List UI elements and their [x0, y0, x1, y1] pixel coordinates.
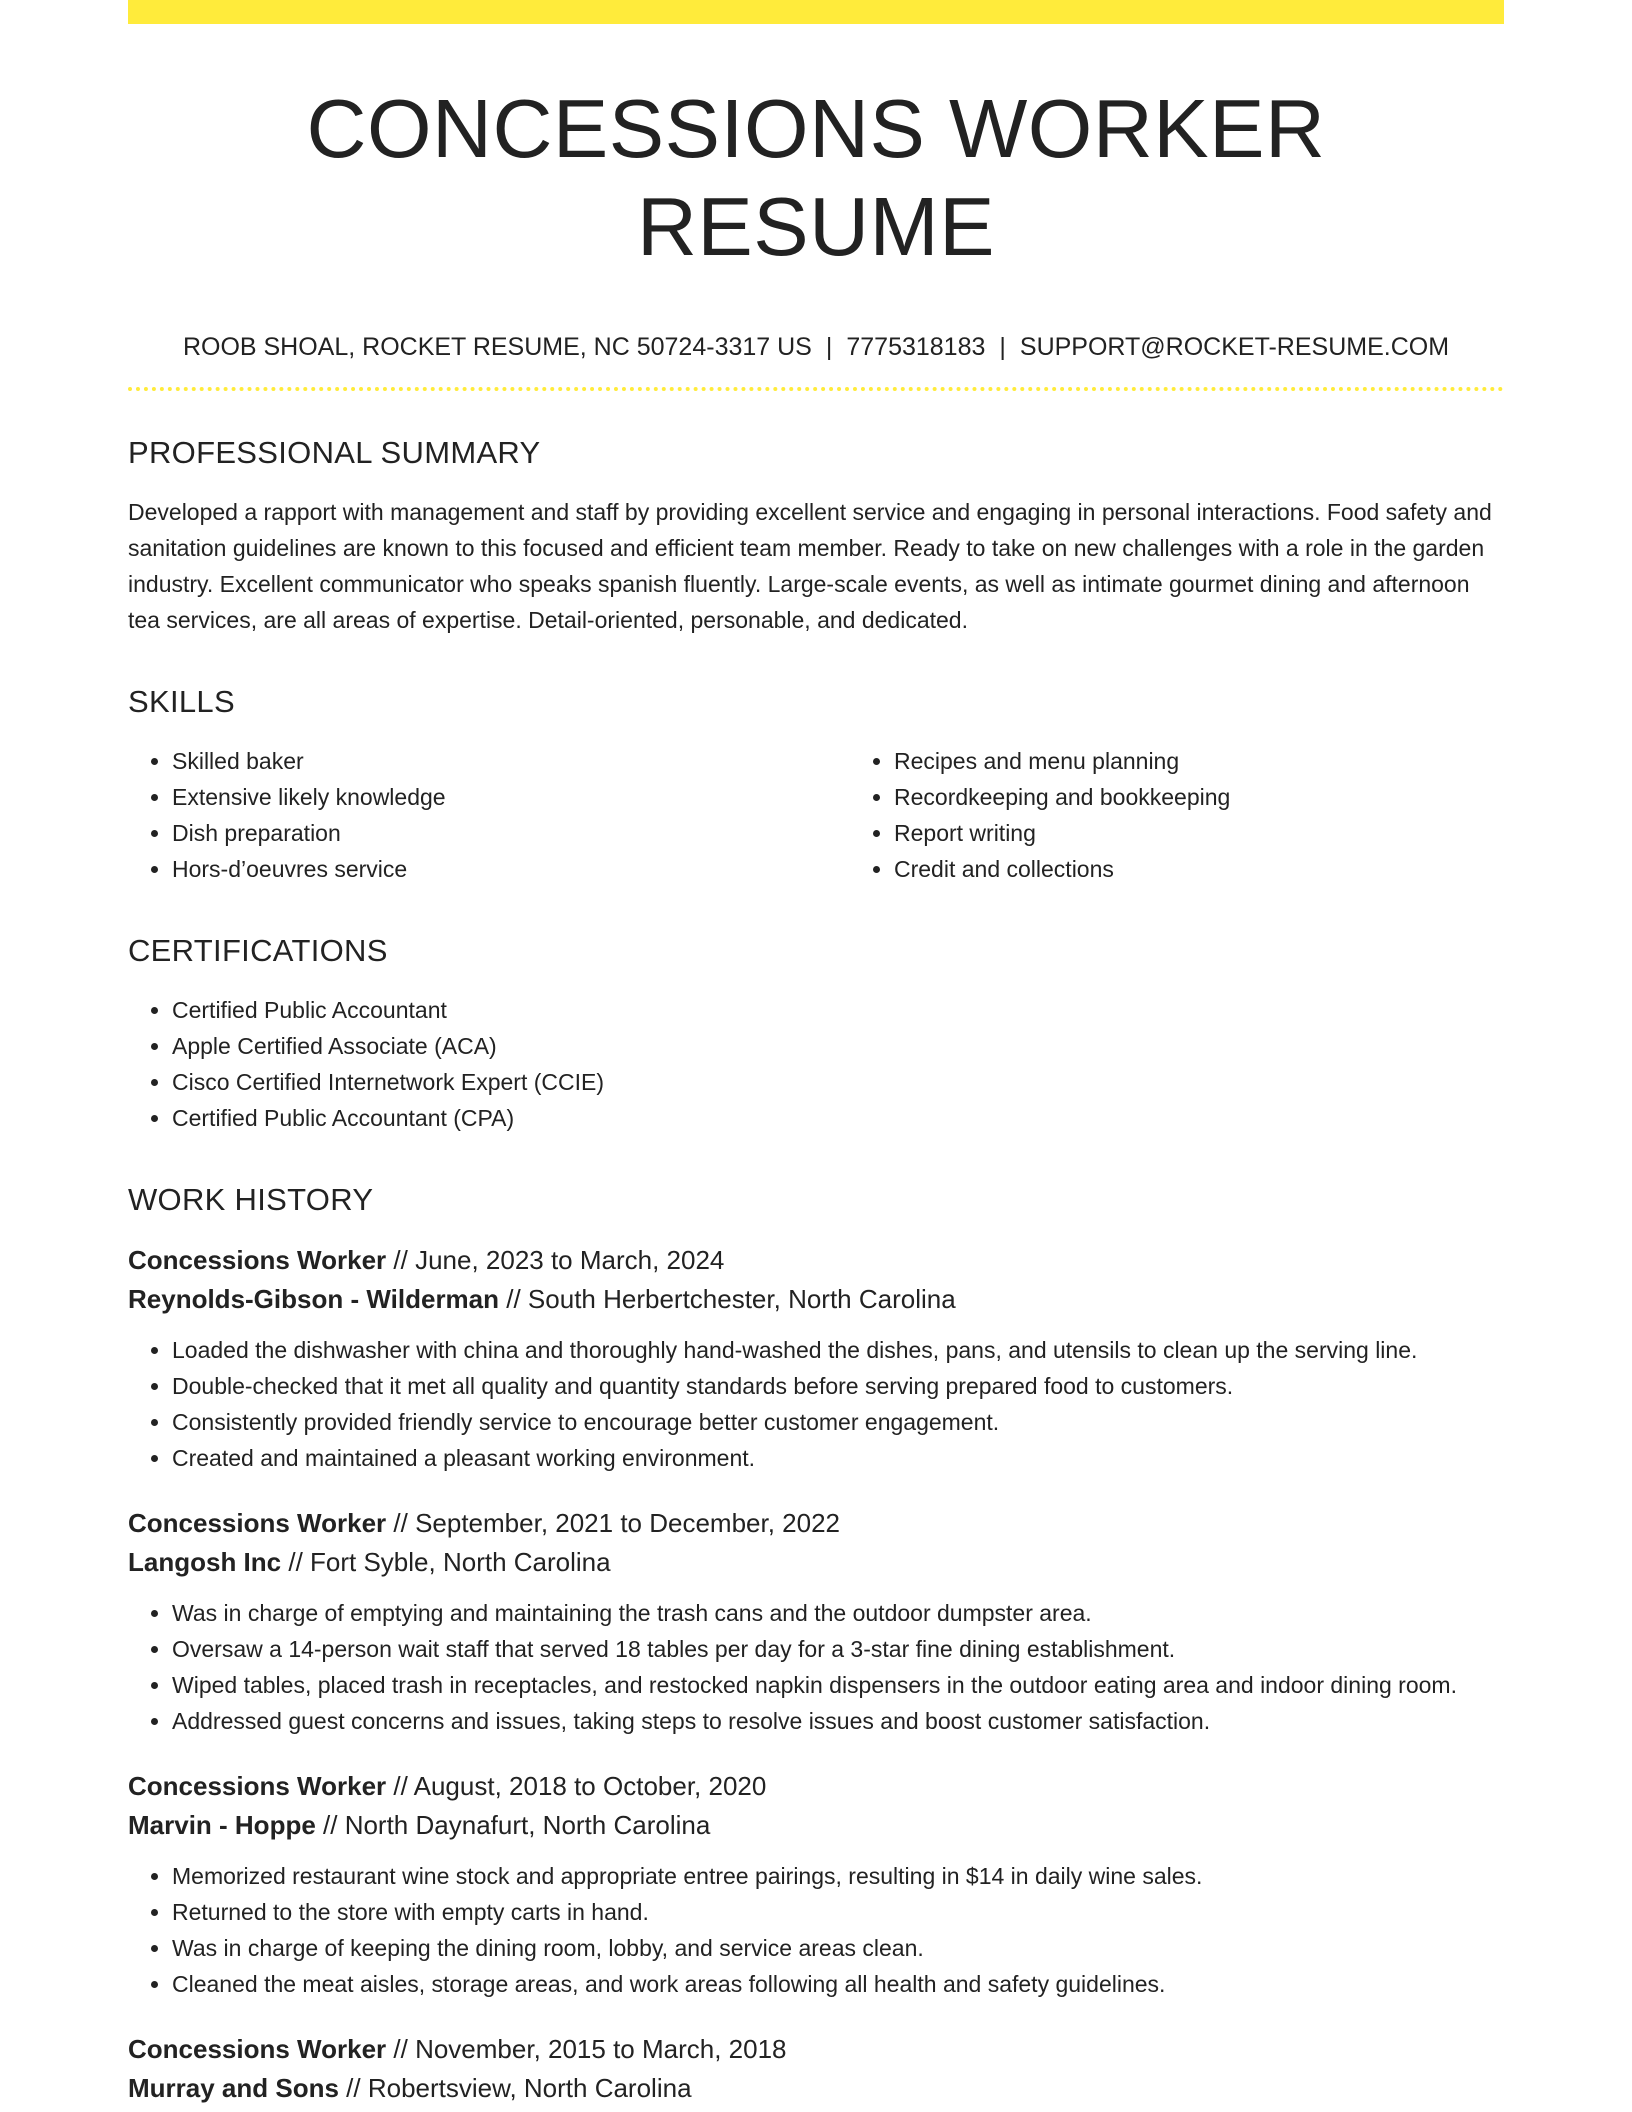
- job-dates: // August, 2018 to October, 2020: [386, 1771, 767, 1801]
- job-bullet: • Consistently provided friendly service to encourage better customer engagement.: [172, 1404, 1504, 1440]
- job-title-line: [128, 1241, 1504, 1280]
- job-bullet: • Oversaw a 14-person wait staff that served 18 tables per day for a 3-star fine dining establishment.: [172, 1631, 1504, 1667]
- contact-separator: |: [999, 333, 1006, 361]
- job-company-line: [128, 2069, 1504, 2108]
- skill-item: • Skilled baker: [172, 743, 850, 779]
- job-entry: [128, 1241, 1504, 1476]
- certifications-heading: CERTIFICATIONS: [128, 933, 388, 968]
- skill-item: • Extensive likely knowledge: [172, 779, 850, 815]
- summary-text: Developed a rapport with management and staff by providing excellent service and engaging in personal interactions. Food safety and sanitation guidelines are known to this focused and efficient team member. Ready to take on new challenges with a role in the garden industry. Excellent communicator who speaks spanish fluently. Large-scale events, as well as intimate gourmet dining and afternoon tea services, are all areas of expertise. Detail-oriented, personable, and dedicated.: [128, 499, 1492, 633]
- job-company: Langosh Inc: [128, 1547, 282, 1577]
- certification-item: • Certified Public Accountant: [172, 992, 1504, 1028]
- contact-address: ROOB SHOAL, ROCKET RESUME, NC 50724-3317 US: [182, 333, 812, 361]
- certification-item: • Certified Public Accountant (CPA): [172, 1100, 1504, 1136]
- skills-heading: SKILLS: [128, 684, 235, 719]
- job-bullet: • Returned to the store with empty carts in hand.: [172, 1894, 1504, 1930]
- page-title: CONCESSIONS WORKER RESUME: [306, 82, 1326, 273]
- skill-item: • Credit and collections: [894, 851, 1572, 887]
- job-company: Reynolds-Gibson - Wilderman: [128, 1284, 500, 1314]
- skill-item: • Report writing: [894, 815, 1572, 851]
- job-location: // Fort Syble, North Carolina: [281, 1547, 611, 1577]
- job-dates: // September, 2021 to December, 2022: [386, 1508, 841, 1538]
- contact-separator: |: [825, 333, 833, 361]
- job-bullet: • Was in charge of emptying and maintaining the trash cans and the outdoor dumpster area.: [172, 1595, 1504, 1631]
- job-bullet: • Wiped tables, placed trash in receptacles, and restocked napkin dispensers in the outdoor eating area and indoor dining room.: [172, 1667, 1504, 1703]
- job-entry: [128, 2030, 1504, 2108]
- skills-column-left: [128, 743, 850, 887]
- resume-content: [128, 80, 1504, 2108]
- job-dates: // November, 2015 to March, 2018: [386, 2034, 787, 2064]
- contact-line: [128, 332, 1504, 362]
- job-location: // North Daynafurt, North Carolina: [315, 1810, 711, 1840]
- job-company-line: [128, 1543, 1504, 1582]
- job-entry: [128, 1767, 1504, 2002]
- job-location: // South Herbertchester, North Carolina: [499, 1284, 956, 1314]
- job-title-line: [128, 2030, 1504, 2069]
- job-entry: [128, 1504, 1504, 1739]
- certifications-list: [128, 992, 1504, 1136]
- job-bullets: [128, 1332, 1504, 1476]
- job-bullet: • Cleaned the meat aisles, storage areas, and work areas following all health and safety guidelines.: [172, 1966, 1504, 2002]
- job-company-line: [128, 1280, 1504, 1319]
- certification-item: • Apple Certified Associate (ACA): [172, 1028, 1504, 1064]
- job-dates: // June, 2023 to March, 2024: [386, 1245, 725, 1275]
- skills-column-right: [850, 743, 1572, 887]
- skill-item: • Recipes and menu planning: [894, 743, 1572, 779]
- job-title: Concessions Worker: [128, 1508, 387, 1538]
- job-bullets: [128, 1858, 1504, 2002]
- job-title: Concessions Worker: [128, 1245, 387, 1275]
- dotted-divider: [128, 387, 1504, 391]
- job-title: Concessions Worker: [128, 1771, 387, 1801]
- skill-item: • Dish preparation: [172, 815, 850, 851]
- contact-phone: 7775318183: [846, 333, 986, 361]
- job-title-line: [128, 1767, 1504, 1806]
- job-title-line: [128, 1504, 1504, 1543]
- skills-list: [128, 743, 1504, 887]
- summary-heading: PROFESSIONAL SUMMARY: [128, 435, 541, 470]
- job-bullet: • Created and maintained a pleasant working environment.: [172, 1440, 1504, 1476]
- work-history-heading: WORK HISTORY: [128, 1182, 374, 1217]
- job-company: Marvin - Hoppe: [128, 1810, 316, 1840]
- accent-bar: [128, 0, 1504, 24]
- skill-item: • Hors-d’oeuvres service: [172, 851, 850, 887]
- contact-email: SUPPORT@ROCKET-RESUME.COM: [1019, 333, 1450, 361]
- job-bullet: • Memorized restaurant wine stock and appropriate entree pairings, resulting in $14 in daily wine sales.: [172, 1858, 1504, 1894]
- job-bullet: • Loaded the dishwasher with china and thoroughly hand-washed the dishes, pans, and utensils to clean up the serving line.: [172, 1332, 1504, 1368]
- job-bullets: [128, 1595, 1504, 1739]
- job-company: Murray and Sons: [128, 2073, 339, 2103]
- job-bullet: • Double-checked that it met all quality and quantity standards before serving prepared food to customers.: [172, 1368, 1504, 1404]
- job-location: // Robertsview, North Carolina: [338, 2073, 692, 2103]
- job-company-line: [128, 1806, 1504, 1845]
- certification-item: • Cisco Certified Internetwork Expert (CCIE): [172, 1064, 1504, 1100]
- job-bullet: • Was in charge of keeping the dining room, lobby, and service areas clean.: [172, 1930, 1504, 1966]
- job-bullet: • Addressed guest concerns and issues, taking steps to resolve issues and boost customer satisfaction.: [172, 1703, 1504, 1739]
- job-title: Concessions Worker: [128, 2034, 387, 2064]
- skill-item: • Recordkeeping and bookkeeping: [894, 779, 1572, 815]
